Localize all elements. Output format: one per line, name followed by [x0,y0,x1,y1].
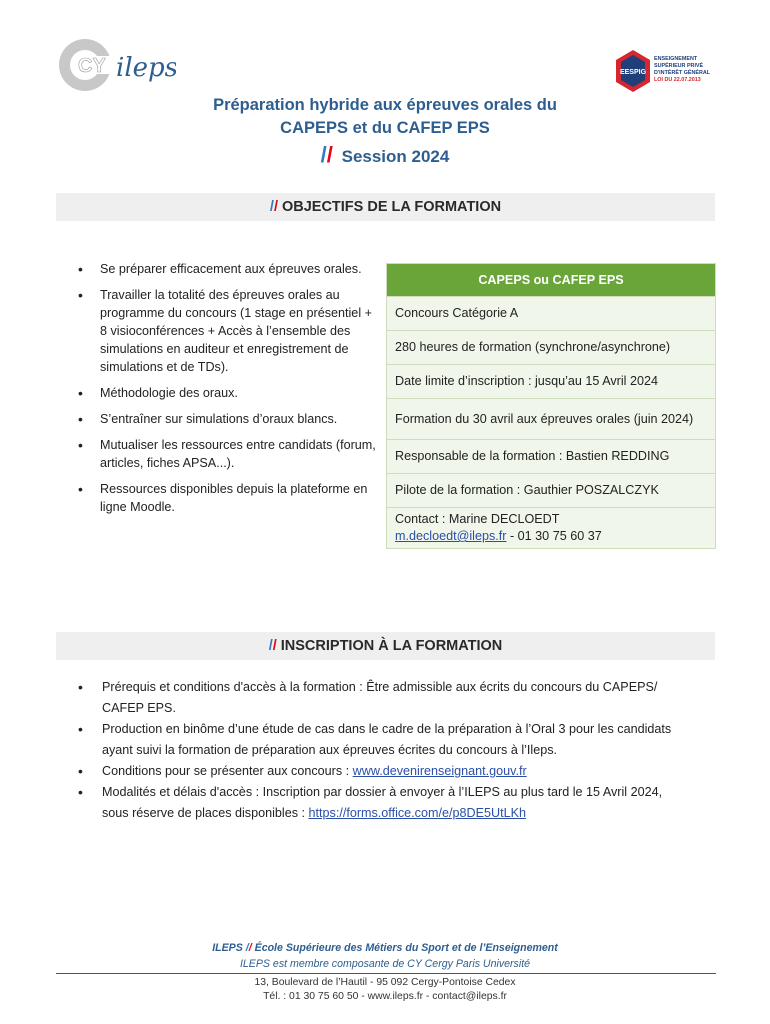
list-item: • Ressources disponibles depuis la plateforme en ligne Moodle. [78,480,378,516]
title-line-1: Préparation hybride aux épreuves orales du [213,96,557,114]
list-item-text: Modalités et délais d'accès : Inscription par dossier à envoyer à l’ILEPS au plus tard le 15 Avril 2024, sous réserve de places disponibles : [102,785,663,820]
table-row: Formation du 30 avril aux épreuves orales (juin 2024) [387,399,716,440]
table-row: Responsable de la formation : Bastien REDDING [387,440,716,474]
list-item: • Travailler la totalité des épreuves orales au programme du concours (1 stage en présentiel + 8 visioconférences + Accès à l’ensemble des simulations en auditeur et enregistrement de simulations et de TDs). [78,286,378,376]
cy-ileps-logo [58,36,176,94]
contact-email-link[interactable]: m.decloedt@ileps.fr [395,529,507,543]
badge-name: EESPIG [619,69,647,76]
list-item [78,677,678,719]
contact-phone: - 01 30 75 60 37 [506,529,602,543]
eespig-badge [616,50,716,94]
table-header: CAPEPS ou CAFEP EPS [387,264,716,297]
footer-address: 13, Boulevard de l’Hautil - 95 092 Cergy-Pontoise Cedex [254,977,516,988]
inscription-list [78,677,678,824]
footer-member: ILEPS est membre composante de CY Cergy Paris Université [239,958,531,970]
section-objectifs-header [56,193,715,221]
table-row: 280 heures de formation (synchrone/asynchrone) [387,331,716,365]
list-item [78,782,678,824]
footer-org: ILEPS [212,942,243,954]
slash-decoration: // [245,942,252,954]
contact-label: Contact : Marine DECLOEDT [395,512,560,526]
list-item: • Se préparer efficacement aux épreuves orales. [78,260,378,278]
list-item-text: Conditions pour se présenter aux concours : [102,764,353,778]
devenirenseignant-link[interactable]: www.devenirenseignant.gouv.fr [352,764,527,778]
table-row: Date limite d’inscription : jusqu’au 15 Avril 2024 [387,365,716,399]
list-item [78,719,678,761]
badge-line: LOI DU 22.07.2013 [654,77,701,83]
badge-line: D'INTÉRÊT GÉNÉRAL [654,70,711,76]
list-item: • Méthodologie des oraux. [78,384,378,402]
objectifs-list [78,260,378,524]
table-row: Pilote de la formation : Gauthier POSZALCZYK [387,474,716,508]
title-line-2: CAPEPS et du CAFEP EPS [280,119,490,137]
formation-info-table [386,263,716,549]
footer-org-line [0,942,770,954]
list-item-text: Prérequis et conditions d'accès à la formation : Être admissible aux écrits du concours du CAPEPS/ CAFEP EPS. [102,680,658,715]
title-session [0,142,770,168]
footer-org-full: École Supérieure des Métiers du Sport et de l’Enseignement [254,942,558,954]
badge-line: SUPÉRIEUR PRIVÉ [654,63,704,69]
session-label: Session 2024 [341,147,450,166]
slash-decoration: // [268,638,277,654]
logo-ileps-text: ileps [116,53,176,83]
section-inscription-header [56,632,715,660]
slash-decoration: // [269,199,278,215]
contact-line [395,528,707,545]
document-title [0,94,770,168]
footer-divider [56,973,716,974]
list-item-text: Production en binôme d’une étude de cas dans le cadre de la préparation à l’Oral 3 pour les candidats ayant suivi la formation de préparation aux épreuves écrites du concours à l’Ileps. [102,722,672,757]
forms-office-link[interactable]: https://forms.office.com/e/p8DE5UtLKh [308,806,526,820]
list-item [78,761,678,782]
list-item: • Mutualiser les ressources entre candidats (forum, articles, fiches APSA...). [78,436,378,472]
logo-cy-text: CY [78,55,106,77]
table-row: Concours Catégorie A [387,297,716,331]
table-row-contact [387,508,716,549]
section-objectifs-label: OBJECTIFS DE LA FORMATION [281,199,502,215]
slash-decoration: // [320,142,333,167]
section-inscription-label: INSCRIPTION À LA FORMATION [280,638,503,654]
footer-contact: Tél. : 01 30 75 60 50 - www.ileps.fr - contact@ileps.fr [263,991,507,1002]
badge-line: ENSEIGNEMENT [654,56,698,62]
list-item: • S’entraîner sur simulations d’oraux blancs. [78,410,378,428]
